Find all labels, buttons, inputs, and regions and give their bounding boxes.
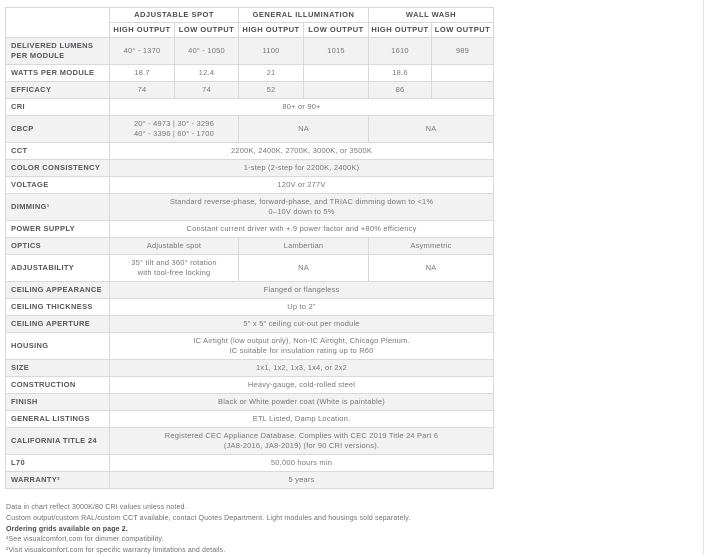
spec-table (5, 7, 494, 489)
spec-value-size-0: 1x1, 1x2, 1x3, 1x4, or 2x2 (110, 360, 494, 377)
column-subheader-2-high-output: HIGH OUTPUT (239, 23, 304, 38)
spec-row-cct (6, 143, 494, 160)
row-label-cbcp: CBCP (6, 116, 110, 143)
spec-row-housing (6, 333, 494, 360)
spec-value-watts-per-module-4: 18.6 (369, 65, 432, 82)
spec-row-ceiling-aperture (6, 316, 494, 333)
column-group-header-general-illumination: GENERAL ILLUMINATION (239, 8, 369, 23)
row-label-watts-per-module: WATTS PER MODULE (6, 65, 110, 82)
corner-cell (6, 8, 110, 38)
spec-value-efficacy-1: 74 (175, 82, 239, 99)
spec-value-general-listings-0: ETL Listed, Damp Location. (110, 411, 494, 428)
row-label-ceiling-aperture: CEILING APERTURE (6, 316, 110, 333)
row-label-dimming: DIMMING¹ (6, 194, 110, 221)
spec-value-dimming-0: Standard reverse-phase, forward-phase, and TRIAC dimming down to <1% 0–10V down to 5% (110, 194, 494, 221)
footnote-line-1: Data in chart reflect 3000K/80 CRI values unless noted. (6, 504, 187, 511)
row-label-general-listings: GENERAL LISTINGS (6, 411, 110, 428)
row-label-efficacy: EFFICACY (6, 82, 110, 99)
spec-value-finish-0: Black or White powder coat (White is paintable) (110, 394, 494, 411)
spec-value-delivered-lumens-per-module-1: 40° - 1050 (175, 38, 239, 65)
row-label-finish: FINISH (6, 394, 110, 411)
spec-row-size (6, 360, 494, 377)
spec-value-color-consistency-0: 1-step (2-step for 2200K, 2400K) (110, 160, 494, 177)
row-label-ceiling-appearance: CEILING APPEARANCE (6, 282, 110, 299)
spec-value-watts-per-module-0: 18.7 (110, 65, 175, 82)
spec-value-watts-per-module-3 (304, 65, 369, 82)
column-subheader-4-high-output: HIGH OUTPUT (369, 23, 432, 38)
spec-value-cbcp-1: NA (239, 116, 369, 143)
spec-value-efficacy-2: 52 (239, 82, 304, 99)
spec-value-optics-2: Asymmetric (369, 238, 494, 255)
spec-value-delivered-lumens-per-module-4: 1610 (369, 38, 432, 65)
row-label-l70: L70 (6, 455, 110, 472)
spec-value-ceiling-aperture-0: 5" x 5" ceiling cut-out per module (110, 316, 494, 333)
spec-row-ceiling-appearance (6, 282, 494, 299)
spec-value-power-supply-0: Constant current driver with +.9 power factor and +80% efficiency (110, 221, 494, 238)
row-label-size: SIZE (6, 360, 110, 377)
column-group-header-adjustable-spot: ADJUSTABLE SPOT (110, 8, 239, 23)
spec-value-adjustability-1: NA (239, 255, 369, 282)
spec-value-efficacy-3 (304, 82, 369, 99)
spec-row-adjustability (6, 255, 494, 282)
row-label-adjustability: ADJUSTABILITY (6, 255, 110, 282)
spec-table-body (6, 38, 494, 489)
column-subheader-1-low-output: LOW OUTPUT (175, 23, 239, 38)
spec-row-warranty (6, 472, 494, 489)
spec-row-color-consistency (6, 160, 494, 177)
spec-value-warranty-0: 5 years (110, 472, 494, 489)
row-label-delivered-lumens-per-module: DELIVERED LUMENS PER MODULE (6, 38, 110, 65)
spec-value-optics-1: Lambertian (239, 238, 369, 255)
row-label-cri: CRI (6, 99, 110, 116)
spec-value-delivered-lumens-per-module-3: 1015 (304, 38, 369, 65)
spec-value-adjustability-2: NA (369, 255, 494, 282)
spec-value-ceiling-thickness-0: Up to 2" (110, 299, 494, 316)
row-label-ceiling-thickness: CEILING THICKNESS (6, 299, 110, 316)
spec-row-power-supply (6, 221, 494, 238)
spec-row-general-listings (6, 411, 494, 428)
spec-value-ceiling-appearance-0: Flanged or flangeless (110, 282, 494, 299)
column-subheader-5-low-output: LOW OUTPUT (432, 23, 494, 38)
spec-row-construction (6, 377, 494, 394)
spec-value-optics-0: Adjustable spot (110, 238, 239, 255)
spec-table-header (6, 8, 494, 38)
spec-row-optics (6, 238, 494, 255)
row-label-housing: HOUSING (6, 333, 110, 360)
spec-row-dimming (6, 194, 494, 221)
row-label-color-consistency: COLOR CONSISTENCY (6, 160, 110, 177)
column-subheader-3-low-output: LOW OUTPUT (304, 23, 369, 38)
footnote-line-4: ¹See visualcomfort.com for dimmer compatibility. (6, 536, 164, 544)
row-label-cct: CCT (6, 143, 110, 160)
spec-value-delivered-lumens-per-module-0: 40° - 1370 (110, 38, 175, 65)
spec-value-efficacy-5 (432, 82, 494, 99)
spec-value-cri-0: 80+ or 90+ (110, 99, 494, 116)
spec-value-cct-0: 2200K, 2400K, 2700K, 3000K, or 3500K (110, 143, 494, 160)
spec-row-voltage (6, 177, 494, 194)
spec-row-l70 (6, 455, 494, 472)
row-label-california-title-24: CALIFORNIA TITLE 24 (6, 428, 110, 455)
spec-value-watts-per-module-1: 12.4 (175, 65, 239, 82)
spec-row-efficacy (6, 82, 494, 99)
spec-row-cbcp (6, 116, 494, 143)
spec-value-california-title-24-0: Registered CEC Appliance Database. Complies with CEC 2019 Title 24 Part 6 (JA8-2016, JA8-2019) (for 90 CRI versions). (110, 428, 494, 455)
page-edge-divider (703, 0, 704, 555)
spec-value-l70-0: 50,000 hours min (110, 455, 494, 472)
row-label-power-supply: POWER SUPPLY (6, 221, 110, 238)
row-label-voltage: VOLTAGE (6, 177, 110, 194)
spec-value-delivered-lumens-per-module-2: 1100 (239, 38, 304, 65)
spec-value-watts-per-module-2: 21 (239, 65, 304, 82)
column-subheader-0-high-output: HIGH OUTPUT (110, 23, 175, 38)
spec-value-efficacy-0: 74 (110, 82, 175, 99)
footnotes (6, 503, 696, 557)
spec-value-construction-0: Heavy-gauge, cold-rolled steel (110, 377, 494, 394)
spec-value-voltage-0: 120V or 277V (110, 177, 494, 194)
row-label-optics: OPTICS (6, 238, 110, 255)
spec-row-delivered-lumens-per-module (6, 38, 494, 65)
spec-row-cri (6, 99, 494, 116)
spec-value-housing-0: IC Airtight (low output only), Non-IC Airtight, Chicago Plenum. IC suitable for insulation rating up to R60 (110, 333, 494, 360)
spec-row-ceiling-thickness (6, 299, 494, 316)
spec-value-cbcp-0: 20° - 4973 | 30° - 3296 40° - 3396 | 60° - 1700 (110, 116, 239, 143)
spec-row-california-title-24 (6, 428, 494, 455)
spec-row-finish (6, 394, 494, 411)
spec-value-adjustability-0: 35° tilt and 360° rotation with tool-free locking (110, 255, 239, 282)
footnote-line-2: Custom output/custom RAL/custom CCT available, contact Quotes Department. Light modules and housings sold separately. (6, 514, 411, 522)
footnote-line-3: Ordering grids available on page 2. (6, 525, 128, 533)
footnote-line-5: ²Visit visualcomfort.com for specific warranty limitations and details. (6, 547, 226, 555)
spec-value-watts-per-module-5 (432, 65, 494, 82)
row-label-warranty: WARRANTY² (6, 472, 110, 489)
column-group-header-wall-wash: WALL WASH (369, 8, 494, 23)
spec-value-delivered-lumens-per-module-5: 989 (432, 38, 494, 65)
spec-value-cbcp-2: NA (369, 116, 494, 143)
spec-value-efficacy-4: 86 (369, 82, 432, 99)
spec-row-watts-per-module (6, 65, 494, 82)
row-label-construction: CONSTRUCTION (6, 377, 110, 394)
